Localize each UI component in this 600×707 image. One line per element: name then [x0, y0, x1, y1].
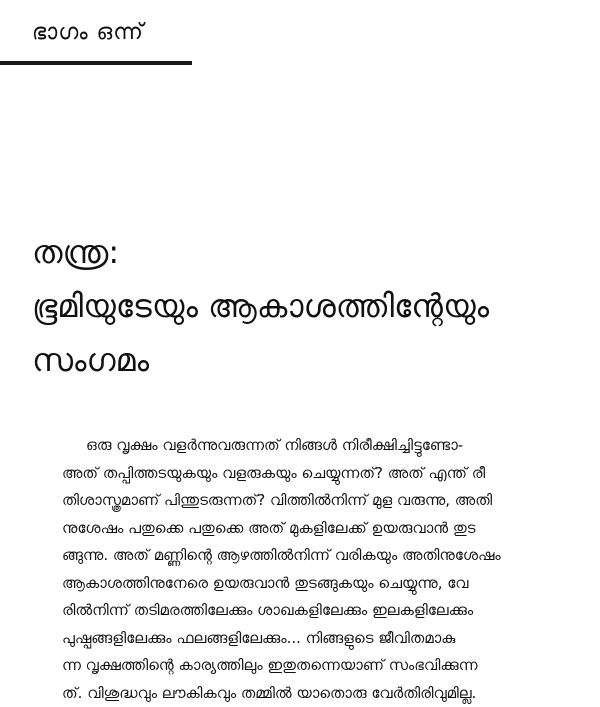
body-line: രിൽനിന്ന് തടിമരത്തിലേക്കും ശാഖകളിലേക്കും ഇലകളിലേക്കും [62, 597, 567, 625]
body-paragraph [62, 432, 567, 707]
body-line: പുഷ്പങ്ങളിലേക്കും ഫലങ്ങളിലേക്കും... നിങ്ങളുടെ ജീവിതമാകു [62, 625, 567, 653]
chapter-title-line: തന്ത്ര: [32, 225, 489, 279]
body-line: നുശേഷം പതുക്കെ പതുക്കെ അത് മുകളിലേക്ക് ഉയരുവാൻ തുട [62, 515, 567, 543]
body-line: ന്ന വൃക്ഷത്തിന്റെ കാര്യത്തിലും ഇതുതന്നെയാണ് സംഭവിക്കുന്ന [62, 652, 567, 680]
body-line: ഒരു വൃക്ഷം വളർന്നുവരുന്നത് നിങ്ങൾ നിരീക്ഷിച്ചിട്ടുണ്ടോ- [62, 432, 567, 460]
body-line: ങ്ങുന്നു. അത് മണ്ണിന്റെ ആഴത്തിൽനിന്ന് വരികയും അതിനുശേഷം [62, 542, 567, 570]
chapter-title-line: സംഗമം [32, 333, 489, 387]
body-line: ആകാശത്തിനുനേരെ ഉയരുവാൻ തുടങ്ങുകയും ചെയ്യുന്നു, വേ [62, 570, 567, 598]
part-underline [0, 61, 192, 65]
part-label: ഭാഗം ഒന്ന് [32, 20, 144, 45]
body-line: അത് തപ്പിത്തടയുകയും വളരുകയും ചെയ്യുന്നത്? അത് എന്ത് രീ [62, 460, 567, 488]
chapter-title-line: ഭൂമിയുടേയും ആകാശത്തിന്റേയും [32, 279, 489, 333]
body-line: തിശാസ്ത്രമാണ് പിന്തുടരുന്നത്? വിത്തിൽനിന്ന് മുള വരുന്നു, അതി [62, 487, 567, 515]
body-line: ത്. വിശുദ്ധവും ലൗകികവും തമ്മിൽ യാതൊരു വേർതിരിവുമില്ല. [62, 680, 567, 707]
chapter-title [32, 225, 489, 387]
